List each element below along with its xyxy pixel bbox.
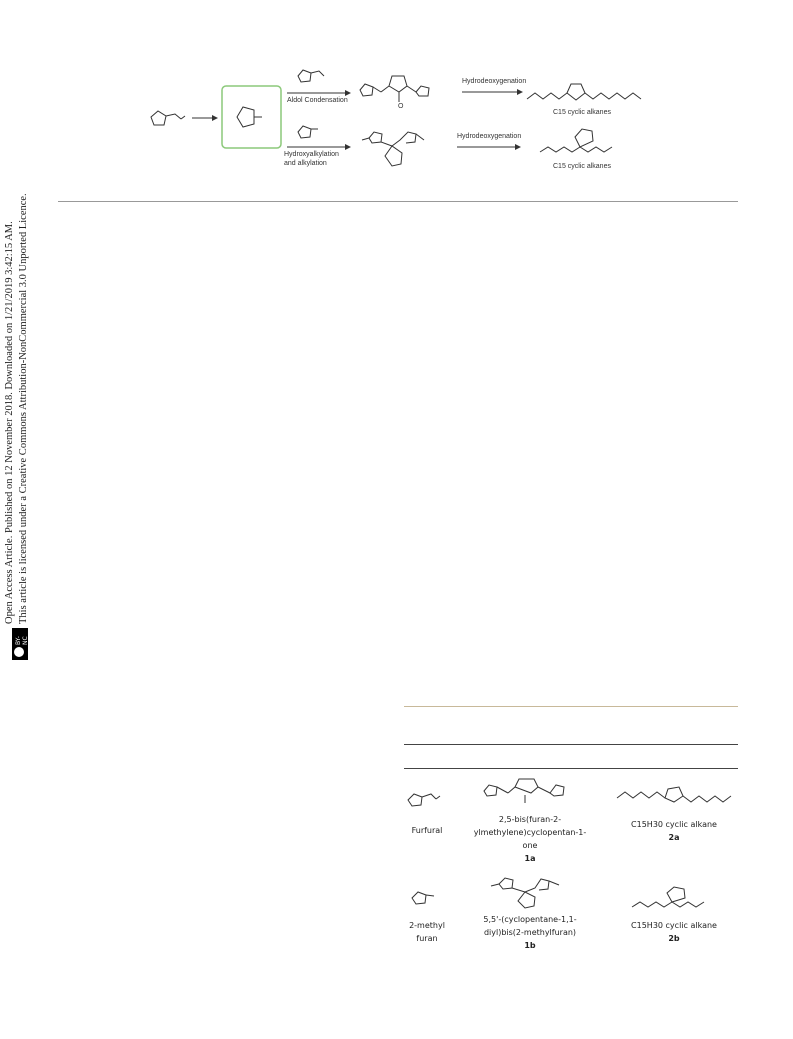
alkane-2a-icon — [615, 780, 735, 804]
structure-1b-icon — [485, 870, 575, 910]
hydrodeoxygenation-top-label: Hydrodeoxygenation — [462, 78, 527, 85]
table-top-rule — [404, 706, 738, 707]
furfural-structure — [151, 111, 185, 125]
cyclopentanone-highlight-box — [222, 86, 281, 148]
aldol-condensation-label: Aldol Condensation — [287, 97, 348, 104]
hydrodeoxygenation-bottom-label: Hydrodeoxygenation — [457, 133, 522, 140]
alkylation-label: and alkylation — [284, 160, 327, 167]
product-top-label: C15 cyclic alkanes — [553, 109, 611, 116]
product-id: 2a — [668, 833, 680, 842]
cc-badge[interactable] — [12, 628, 28, 660]
methylfuran-icon — [404, 885, 444, 909]
cyclopentanone-structure — [237, 107, 262, 127]
intermediate-name: 2,5-bis(furan-2- ylmethylene)cyclopentan-1- one 1a — [470, 813, 590, 865]
structure-1a — [360, 76, 429, 102]
table-header-rule — [404, 744, 738, 745]
intermediate-id: 1b — [524, 941, 536, 950]
cc-icon — [14, 647, 24, 657]
reactant-name: 2-methyl furan — [409, 921, 445, 943]
alkane-2b-icon — [630, 885, 720, 915]
scheme-divider — [58, 201, 738, 202]
intermediate-id: 1a — [524, 854, 536, 863]
top-reagent-structure — [298, 70, 324, 82]
product-id: 2b — [668, 934, 680, 943]
published-line: Open Access Article. Published on 12 November 2018. Downloaded on 1/21/2019 3:42:15 AM. — [4, 221, 15, 624]
furfural-icon — [405, 786, 445, 810]
table-body-rule — [404, 768, 738, 769]
bottom-reagent-structure — [298, 126, 318, 138]
reactant-name: Furfural — [411, 826, 443, 835]
license-sidebar — [4, 0, 44, 660]
product-name: C15H30 cyclic alkane — [631, 820, 717, 829]
reaction-scheme — [0, 0, 793, 200]
cc-badge-label: BY-NC — [15, 636, 29, 645]
product-name: C15H30 cyclic alkane — [631, 921, 717, 930]
intermediate-name: 5,5'-(cyclopentane-1,1- diyl)bis(2-methylfuran) 1b — [470, 913, 590, 952]
alkane-2a — [527, 84, 641, 100]
license-line[interactable]: This article is licensed under a Creative Commons Attribution-NonCommercial 3.0 Unported Licence. — [18, 193, 29, 624]
scheme-drawing — [0, 0, 793, 200]
alkane-2b — [540, 129, 612, 152]
hydroxyalkylation-label: Hydroxyalkylation — [284, 151, 339, 158]
product-bottom-label: C15 cyclic alkanes — [553, 163, 611, 170]
structure-1b — [362, 132, 424, 166]
structure-1a-icon — [478, 775, 582, 809]
svg-text:O: O — [398, 103, 404, 110]
